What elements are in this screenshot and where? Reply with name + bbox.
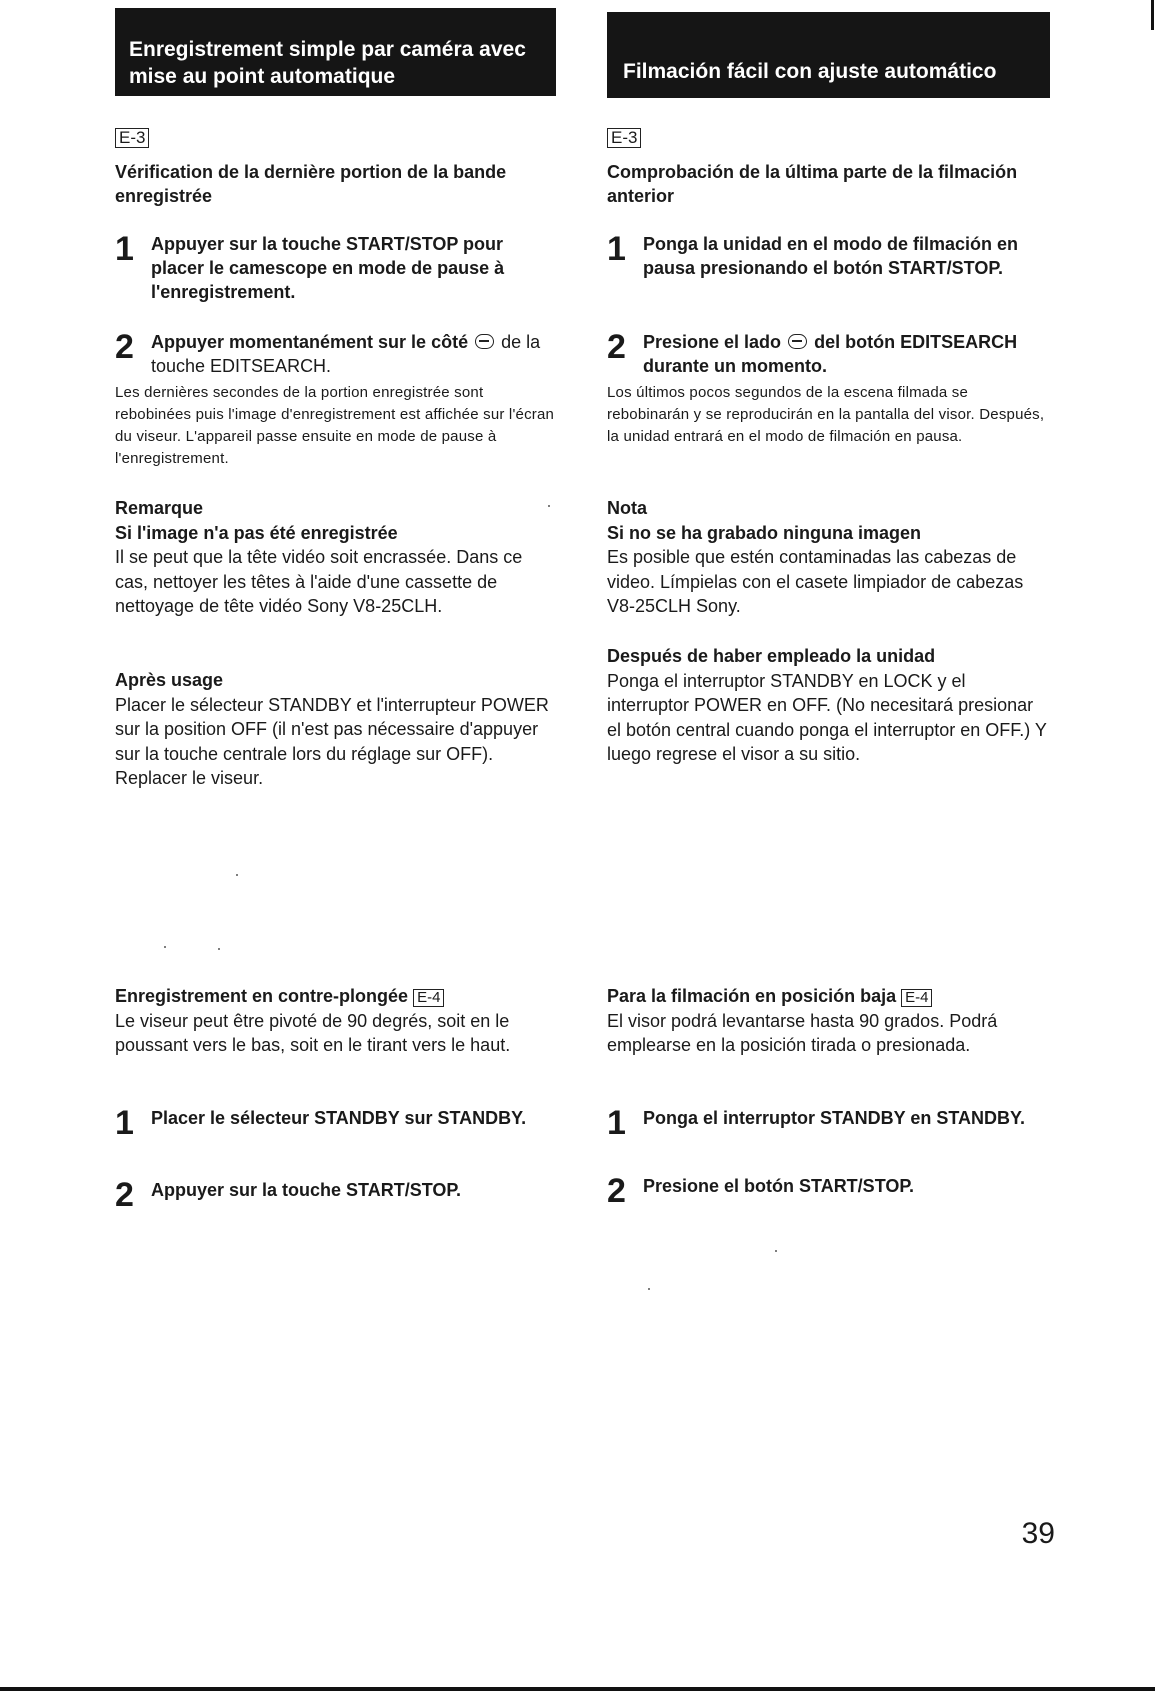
low-step-fr-2 — [115, 1178, 560, 1212]
scan-speck — [218, 948, 220, 950]
reference-box-fr-e4: E-4 — [413, 989, 444, 1007]
step-number: 1 — [607, 1104, 626, 1142]
note-title: Remarque — [115, 498, 204, 518]
step-text: Ponga el interruptor STANDBY en STANDBY. — [643, 1108, 1026, 1128]
note-subtitle: Si no se ha grabado ninguna imagen — [607, 522, 922, 543]
editsearch-rewind-icon — [788, 334, 807, 349]
editsearch-rewind-icon — [475, 334, 494, 349]
scan-speck — [164, 946, 166, 948]
step-es-1 — [607, 232, 1052, 280]
low-angle-text: Le viseur peut être pivoté de 90 degrés, soit en le poussant vers le bas, soit en le tirant vers le haut. — [115, 1010, 511, 1055]
after-use-text: Ponga el interruptor STANDBY en LOCK y el interruptor POWER en OFF. (No necesitará presionar el botón central cuando ponga el interruptor en OFF.) Y luego regrese el visor a su sitio. — [607, 670, 1047, 764]
step-number: 2 — [115, 1176, 134, 1214]
scan-speck — [236, 874, 238, 876]
step-text: Appuyer sur la touche START/STOP. — [151, 1180, 462, 1200]
step-text-part-b: del botón EDITSEARCH durante un momento. — [643, 332, 1018, 376]
low-angle-title: Para la filmación en posición baja — [607, 986, 897, 1006]
low-angle-text: El visor podrá levantarse hasta 90 grados. Podrá emplearse en la posición tirada o presionada. — [607, 1010, 998, 1055]
low-step-fr-1 — [115, 1106, 560, 1140]
after-use-block-es — [607, 644, 1052, 767]
low-angle-title: Enregistrement en contre-plongée — [115, 986, 409, 1006]
reference-box-es-e4: E-4 — [901, 989, 932, 1007]
page-number: 39 — [1021, 1517, 1055, 1550]
step-detail-fr-2: Les dernières secondes de la portion enregistrée sont rebobinées puis l'image d'enregistrement est affichée sur l'écran du viseur. L'appareil passe ensuite en mode de pause à l'enregistrement. — [115, 384, 555, 467]
step-fr-1 — [115, 232, 560, 304]
scan-bottom-edge — [0, 1687, 1155, 1691]
scan-speck — [775, 1250, 777, 1252]
after-use-title: Después de haber empleado la unidad — [607, 646, 936, 666]
scan-edge-mark — [1151, 0, 1154, 30]
step-number: 2 — [115, 328, 134, 366]
low-step-es-2 — [607, 1174, 1052, 1208]
after-use-text-2: Replacer le viseur. — [115, 768, 264, 788]
after-use-block-fr — [115, 668, 560, 791]
step-number: 1 — [607, 230, 626, 268]
step-number: 2 — [607, 1172, 626, 1210]
low-step-es-1 — [607, 1106, 1052, 1140]
note-block-es — [607, 496, 1052, 619]
step-text-part-b: de la touche EDITSEARCH. — [151, 332, 541, 376]
step-text: Presione el botón START/STOP. — [643, 1176, 915, 1196]
step-text-part-a: Appuyer momentanément sur le côté — [151, 332, 469, 352]
section-banner-es: Filmación fácil con ajuste automático — [607, 12, 1050, 98]
after-use-text: Placer le sélecteur STANDBY et l'interrupteur POWER sur la position OFF (il n'est pas nécessaire d'appuyer sur la touche centrale lors du réglage sur OFF). — [115, 694, 549, 764]
heading-fr-verification: Vérification de la dernière portion de la bande enregistrée — [115, 162, 507, 206]
step-detail-es-2: Los últimos pocos segundos de la escena filmada se rebobinarán y se reproducirán en la pantalla del visor. Después, la unidad entrará en el modo de filmación en pausa. — [607, 384, 1045, 445]
note-block-fr — [115, 496, 560, 619]
note-subtitle: Si l'image n'a pas été enregistrée — [115, 522, 398, 543]
low-angle-block-fr — [115, 984, 560, 1058]
heading-es-comprobacion: Comprobación de la última parte de la filmación anterior — [607, 162, 1018, 206]
step-es-2 — [607, 330, 1052, 378]
after-use-title: Après usage — [115, 670, 224, 690]
reference-box-fr-e3: E-3 — [115, 128, 149, 148]
step-text: Ponga la unidad en el modo de filmación en pausa presionando el botón START/STOP. — [643, 234, 1019, 278]
step-text-part-a: Presione el lado — [643, 332, 782, 352]
step-number: 2 — [607, 328, 626, 366]
note-text: Il se peut que la tête vidéo soit encrassée. Dans ce cas, nettoyer les têtes à l'aide d'une cassette de nettoyage de tête vidéo Sony V8-25CLH. — [115, 547, 523, 616]
note-title: Nota — [607, 498, 647, 518]
step-fr-2 — [115, 330, 560, 378]
low-angle-block-es — [607, 984, 1052, 1058]
section-banner-fr: Enregistrement simple par caméra avec mise au point automatique — [115, 8, 556, 96]
step-number: 1 — [115, 1104, 134, 1142]
step-text — [151, 330, 560, 378]
step-text: Placer le sélecteur STANDBY sur STANDBY. — [151, 1108, 527, 1128]
note-text: Es posible que estén contaminadas las cabezas de video. Límpielas con el casete limpiador de cabezas V8-25CLH Sony. — [607, 547, 1024, 616]
step-text: Appuyer sur la touche START/STOP pour placer le camescope en mode de pause à l'enregistrement. — [151, 234, 505, 302]
scan-speck — [648, 1288, 650, 1290]
step-text — [643, 330, 1052, 378]
scan-speck — [548, 505, 550, 507]
reference-box-es-e3: E-3 — [607, 128, 641, 148]
step-number: 1 — [115, 230, 134, 268]
